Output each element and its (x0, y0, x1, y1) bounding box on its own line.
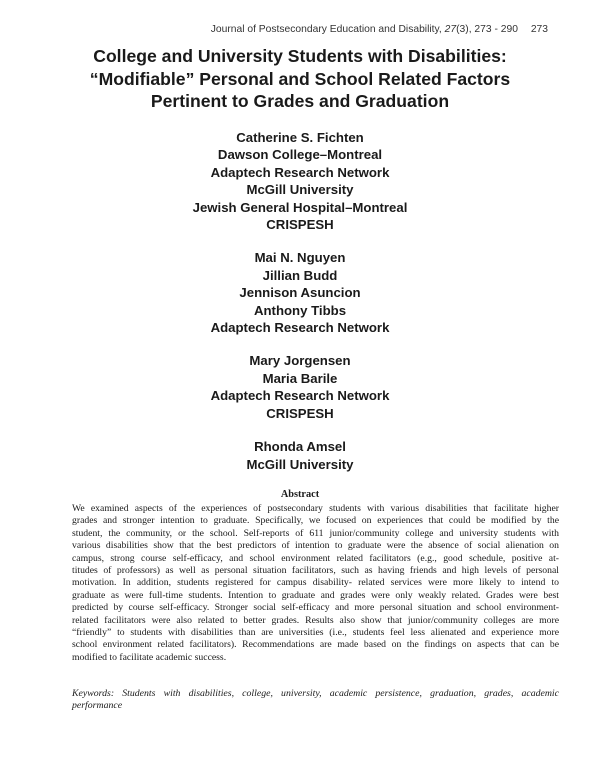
author-name: Anthony Tibbs (253, 302, 347, 318)
title-line: Pertinent to Grades and Graduation (150, 91, 450, 111)
journal-volume: 27 (444, 24, 457, 35)
author-affiliation: McGill University (246, 456, 354, 472)
author-name: Mary Jorgensen (249, 353, 351, 369)
abstract-line: We examined aspects of the experiences of postsecondary students with various disabilities that facilitate higher (72, 503, 559, 514)
title-line: “Modifiable” Personal and School Related Factors (89, 68, 511, 89)
abstract-line: various disabilities show that the best predictors of intention to graduate were the absence of social alienation on (72, 540, 559, 552)
author-name: Rhonda Amsel (254, 439, 346, 455)
keywords (72, 688, 559, 713)
abstract-body (72, 503, 559, 664)
abstract-line: grades and stronger intention to graduate. Specifically, we focused on experiences that could be modified by the (72, 515, 559, 527)
abstract-heading: Abstract (280, 489, 320, 500)
title-line: College and University Students with Disabilities: (93, 46, 507, 66)
page-number: 273 (530, 24, 548, 35)
abstract-line: related facilitators were also related to better grades. Results also show that junior/community colleges are more (72, 614, 559, 626)
abstract-line: school environment related facilitators). Recommendations are made based on the findings on aspects that can be (72, 639, 559, 651)
author-list (40, 129, 560, 489)
author-block (40, 249, 560, 336)
abstract-line: modified to facilitate academic success. (72, 651, 227, 663)
author-affiliation: Adaptech Research Network (210, 320, 390, 336)
author-affiliation: CRISPESH (266, 217, 334, 233)
author-affiliation: Adaptech Research Network (210, 164, 390, 180)
author-affiliation: Adaptech Research Network (210, 388, 390, 404)
author-name: Jennison Asuncion (239, 285, 361, 301)
author-affiliation: Jewish General Hospital–Montreal (192, 199, 408, 215)
author-affiliation: McGill University (246, 182, 354, 198)
abstract-line: campus, strong course self-efficacy, and school environment related facilitators (e.g., good schedule, positive at- (72, 552, 559, 564)
keywords-line: performance (72, 700, 123, 712)
author-block (40, 129, 560, 233)
author-block (40, 438, 560, 473)
journal-name: Journal of Postsecondary Education and Disability, (210, 24, 442, 35)
author-affiliation: Dawson College–Montreal (217, 147, 383, 163)
running-header (211, 24, 548, 35)
abstract-line: graduate as were full-time students. Intention to graduate and grades were only weakly related. Grades were best (72, 589, 559, 601)
paper-title (40, 45, 560, 113)
abstract-line: “friendly” to students with disabilities than are universities (i.e., students feel less alienated and experience more (72, 627, 559, 639)
author-name: Jillian Budd (262, 267, 338, 283)
abstract-line: student, the community, or the school. Self-reports of 611 junior/community college and university students with (72, 527, 559, 539)
author-name: Mai N. Nguyen (254, 250, 346, 266)
author-affiliation: CRISPESH (266, 405, 334, 421)
abstract-line: titudes of professors) as well as personal situation facilitators, such as having friends and high levels of personal (72, 565, 559, 577)
author-name: Maria Barile (262, 370, 338, 386)
keywords-line: Keywords: Students with disabilities, college, university, academic persistence, graduation, grades, academic (72, 688, 559, 699)
abstract-line: motivation. In addition, students registered for campus disability- related services were more likely to intend to (72, 577, 559, 589)
author-name: Catherine S. Fichten (236, 130, 364, 145)
journal-issue-pages: (3), 273 - 290 (456, 24, 518, 35)
author-block (40, 352, 560, 422)
abstract-line: predicted by course self-efficacy. Stronger social self-efficacy and more personal situation and school environment- (72, 602, 559, 614)
